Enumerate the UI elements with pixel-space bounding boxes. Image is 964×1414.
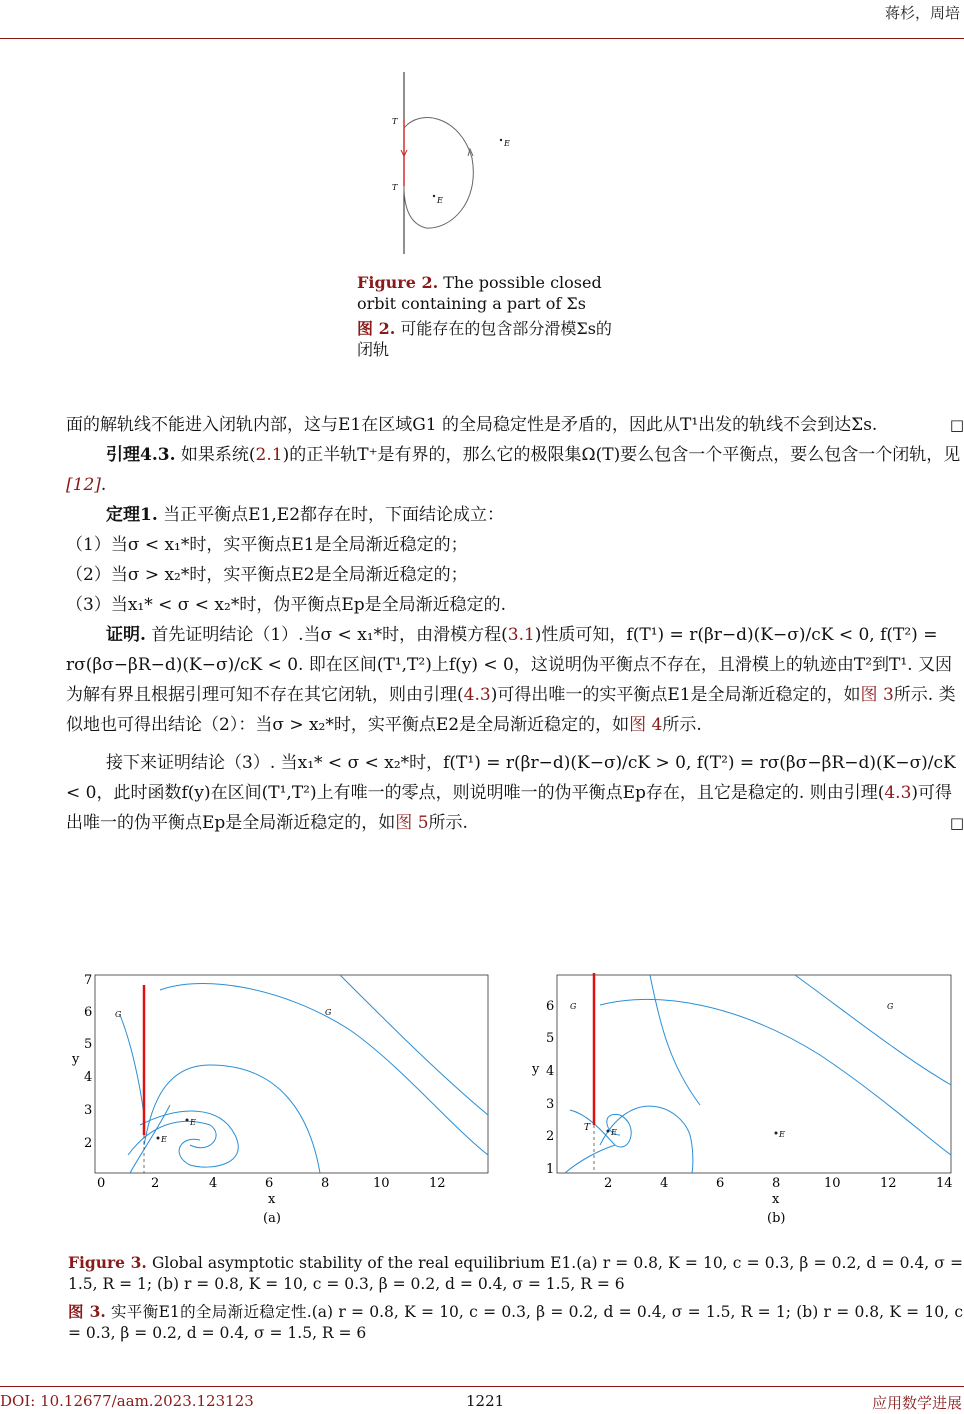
panel-b-xtick-0: 2 [604,1176,613,1191]
panel-b-xtick-1: 4 [660,1176,669,1191]
label-e1: E [437,196,443,205]
panel-a-label-e2: E [190,1118,196,1127]
panel-b [531,973,953,1226]
panel-b-xtick-6: 14 [936,1176,953,1191]
theorem-item-3: （3）当x₁* < σ < x₂*时，伪平衡点Ep是全局渐近稳定的. [66,595,507,615]
panel-b-label-g1: G [887,1002,894,1011]
header-authors: 蒋杉，周培 [884,4,960,22]
paragraph-continuation: 面的解轨线不能进入闭轨内部，这与E1在区域G1 的全局稳定性是矛盾的，因此从T¹出发的轨线不会到达Σs. □ [66,410,964,440]
panel-b-xtick-2: 6 [716,1176,725,1191]
panel-b-e1-point [607,1130,610,1133]
panel-b-ylabel: y [532,1062,540,1077]
theorem-item-1: （1）当σ < x₁*时，实平衡点E1是全局渐近稳定的； [66,535,468,555]
panel-b-ytick-3: 4 [546,1064,555,1079]
page-number: 1221 [466,1392,505,1410]
header-divider [0,38,964,39]
panel-a-ytick-0: 2 [84,1136,93,1151]
ref-citation-12[interactable]: [12] [66,475,101,495]
equilibrium-e2-point [500,139,502,141]
ref-eq-3-1[interactable]: 3.1 [507,625,535,645]
panel-a-xtick-6: 12 [429,1176,446,1191]
panel-a-xtick-0: 0 [97,1176,106,1191]
figure-2-diagram [380,68,520,258]
label-t-upper: T [392,117,398,126]
panel-b-sublabel: (b) [767,1211,786,1226]
panel-a-xlabel: x [268,1192,276,1207]
footer-doi-link[interactable]: DOI: 10.12677/aam.2023.123123 [0,1392,254,1410]
proof-paragraph-2: 接下来证明结论（3）. 当x₁* < σ < x₂*时，f(T¹) = r(βr−d)(K−σ)/cK > 0, f(T²) = rσ(βσ−βR−d)(K−σ)/cK < 0，此时函数f(y)在区间(T¹,T²)上有唯一的零点，则说明唯一的伪平衡点Ep存在，且它是稳定的. 则由引理(4.3)可得出唯一的伪平衡点Ep是全局渐近稳定的，如图 5所示. □ [66,748,964,838]
panel-b-xlabel: x [772,1192,780,1207]
panel-a-ytick-5: 7 [84,973,93,988]
panel-a-xtick-1: 2 [151,1176,160,1191]
ref-eq-2-1[interactable]: 2.1 [255,445,283,465]
panel-a-e1-point [157,1137,160,1140]
figure-3-caption-en: Figure 3. Global asymptotic stability of the real equilibrium E1.(a) r = 0.8, K = 10, c = 0.3, β = 0.2, d = 0.4, σ = 1.5, R = 1; (b) r = 0.8, K = 10, c = 0.3, β = 0.2, d = 0.4, σ = 1.5, R = 6 [68,1253,963,1293]
panel-b-ytick-5: 6 [546,999,555,1014]
ref-figure-3[interactable]: 图 3 [860,685,894,705]
ref-lemma-4-3-b[interactable]: 4.3 [884,783,912,803]
panel-a [71,973,488,1226]
figure-3-caption-zh: 图 3. 实平衡E1的全局渐近稳定性.(a) r = 0.8, K = 10, c = 0.3, β = 0.2, d = 0.4, σ = 1.5, R = 1; (b) r = 0.8, K = 10, c = 0.3, β = 0.2, d = 0.4, σ = 1.5, R = 6 [68,1302,964,1342]
panel-b-xtick-4: 10 [824,1176,841,1191]
body-text [66,410,964,838]
ref-figure-5[interactable]: 图 5 [395,813,429,833]
panel-a-label-e1: E [161,1135,167,1144]
proof-paragraph-1: 证明. 首先证明结论（1）.当σ < x₁*时，由滑模方程(3.1)性质可知，f(T¹) = r(βr−d)(K−σ)/cK < 0, f(T²) = rσ(βσ−βR−d)(K−σ)/cK < 0. 即在区间(T¹,T²)上f(y) < 0，这说明伪平衡点不存在，且滑模上的轨迹由T²到T¹. 又因为解有界且根据引理可知不存在其它闭轨，则由引理(4.3)可得出唯一的实平衡点E1是全局渐近稳定的，如图 3所示. 类似地也可得出结论（2）：当σ > x₂*时，实平衡点E2是全局渐近稳定的，如图 4所示. [66,625,956,735]
panel-a-ytick-1: 3 [84,1103,93,1118]
panel-a-label-g2: G [115,1010,122,1019]
panel-a-ytick-4: 6 [84,1005,93,1020]
panel-a-xtick-5: 10 [373,1176,390,1191]
ref-figure-4[interactable]: 图 4 [629,715,663,735]
panel-a-ytick-2: 4 [84,1070,93,1085]
panel-a-trajectories [120,975,488,1173]
closed-orbit [404,118,473,229]
panel-a-sublabel: (a) [263,1211,281,1226]
figure-2-caption [357,272,617,360]
panel-b-label-t: T [584,1123,591,1133]
figure-3-phase-portraits [60,965,964,1230]
panel-a-xtick-3: 6 [265,1176,274,1191]
panel-b-ytick-1: 2 [546,1129,555,1144]
qed-symbol: □ [949,416,964,434]
panel-b-label-g2: G [570,1002,577,1011]
panel-b-ytick-0: 1 [546,1162,555,1177]
panel-a-xtick-4: 8 [321,1176,330,1191]
ref-lemma-4-3[interactable]: 4.3 [463,685,491,705]
label-e2: E [504,139,510,148]
figure-2-caption-zh: 图 2. 可能存在的包含部分滑模Σs的闭轨 [357,319,612,359]
panel-a-xtick-2: 4 [209,1176,218,1191]
label-t-lower: T [392,183,398,192]
footer-journal-name[interactable]: 应用数学进展 [871,1394,962,1412]
qed-symbol-2: □ [949,814,964,832]
panel-b-e2-point [775,1132,778,1135]
theorem-item-2: （2）当σ > x₂*时，实平衡点E2是全局渐近稳定的； [66,565,468,585]
panel-a-ylabel: y [72,1052,80,1067]
panel-b-xtick-3: 8 [772,1176,781,1191]
panel-a-e2-point [186,1119,189,1122]
panel-b-label-e2: E [779,1130,785,1139]
panel-b-label-e1: E [611,1128,617,1137]
figure-2-caption-en: Figure 2. The possible closed orbit containing a part of Σ̄s [357,273,602,313]
figure-3-caption [68,1252,963,1350]
panel-a-frame [95,975,488,1173]
panel-a-label-g1: G [325,1008,332,1017]
theorem-1: 定理1. 当正平衡点E1,E2都存在时，下面结论成立： [106,505,505,525]
footer-divider [0,1386,964,1387]
equilibrium-e1-point [433,195,435,197]
panel-b-ytick-4: 5 [546,1031,555,1046]
lemma-4-3: 引理4.3. 如果系统(2.1)的正半轨T⁺是有界的，那么它的极限集Ω(T)要么包含一个平衡点，要么包含一个闭轨，见 [12]. [66,445,961,495]
panel-b-xtick-5: 12 [880,1176,897,1191]
panel-a-ytick-3: 5 [84,1037,93,1052]
panel-b-ytick-2: 3 [546,1097,555,1112]
